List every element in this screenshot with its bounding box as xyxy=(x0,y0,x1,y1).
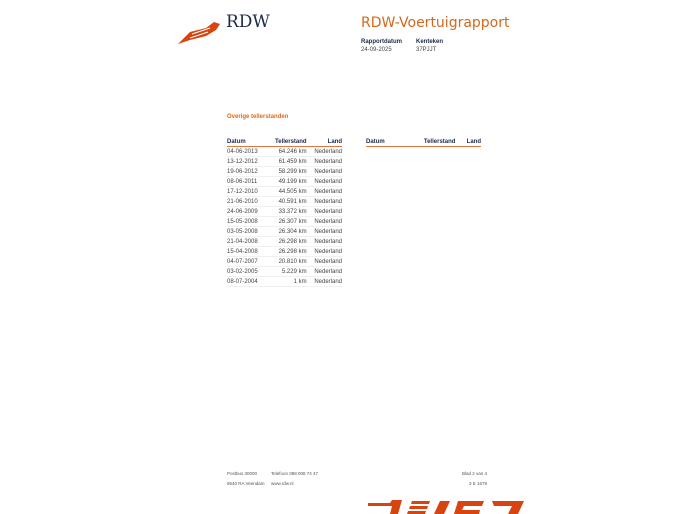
cell-tellerstand: 26.298 km xyxy=(266,247,306,257)
table-row xyxy=(227,247,342,257)
section-title: Overige tellerstanden xyxy=(227,114,289,120)
cell-land: Nederland xyxy=(307,247,342,257)
cell-datum: 21-04-2008 xyxy=(227,237,266,247)
cell-land: Nederland xyxy=(307,197,342,207)
col-datum: Datum xyxy=(227,138,266,147)
cell-datum: 15-04-2008 xyxy=(227,247,266,257)
table-row xyxy=(227,257,342,267)
cell-datum: 19-06-2012 xyxy=(227,167,266,177)
cell-tellerstand: 26.307 km xyxy=(266,217,306,227)
cell-land: Nederland xyxy=(307,157,342,167)
rdw-logo-icon xyxy=(176,20,222,46)
report-date-value: 24-09-2025 xyxy=(361,47,392,53)
report-title: RDW-Voertuigrapport xyxy=(361,15,510,31)
cell-land: Nederland xyxy=(307,227,342,237)
cell-tellerstand: 40.591 km xyxy=(266,197,306,207)
license-plate-label: Kenteken xyxy=(416,39,444,45)
cell-land: Nederland xyxy=(307,187,342,197)
table-row xyxy=(227,177,342,187)
footer-website[interactable]: www.rdw.nl xyxy=(271,481,294,486)
cell-tellerstand: 58.299 km xyxy=(266,167,306,177)
cell-land: Nederland xyxy=(307,277,342,287)
cell-land: Nederland xyxy=(307,147,342,157)
footer-code: 3 E 1679 xyxy=(468,481,487,486)
cell-tellerstand: 1 km xyxy=(266,277,306,287)
rdw-stripes-decoration-icon xyxy=(368,498,528,514)
table-row xyxy=(227,227,342,237)
cell-tellerstand: 49.199 km xyxy=(266,177,306,187)
table-row xyxy=(227,147,342,157)
cell-datum: 04-07-2007 xyxy=(227,257,266,267)
cell-tellerstand: 64.246 km xyxy=(266,147,306,157)
odometer-table-empty xyxy=(366,138,481,147)
footer-address2: 9640 RA Veendam xyxy=(227,481,265,486)
cell-land: Nederland xyxy=(307,177,342,187)
table-row xyxy=(227,267,342,277)
table-row xyxy=(227,217,342,227)
col-datum: Datum xyxy=(366,138,399,147)
table-row xyxy=(227,277,342,287)
cell-tellerstand: 61.459 km xyxy=(266,157,306,167)
cell-datum: 08-07-2004 xyxy=(227,277,266,287)
cell-datum: 13-12-2012 xyxy=(227,157,266,167)
cell-datum: 21-06-2010 xyxy=(227,197,266,207)
col-land: Land xyxy=(307,138,342,147)
footer-phone: Telefoon 088 008 74 47 xyxy=(271,471,319,476)
cell-tellerstand: 20.810 km xyxy=(266,257,306,267)
license-plate-value: 37PJJT xyxy=(416,47,437,53)
cell-land: Nederland xyxy=(307,237,342,247)
cell-datum: 17-12-2010 xyxy=(227,187,266,197)
table-row xyxy=(227,237,342,247)
col-tellerstand: Tellerstand xyxy=(266,138,306,147)
cell-land: Nederland xyxy=(307,167,342,177)
cell-datum: 04-06-2013 xyxy=(227,147,266,157)
cell-tellerstand: 44.505 km xyxy=(266,187,306,197)
table-row xyxy=(227,207,342,217)
col-tellerstand: Tellerstand xyxy=(399,138,455,147)
cell-tellerstand: 33.372 km xyxy=(266,207,306,217)
cell-land: Nederland xyxy=(307,267,342,277)
cell-land: Nederland xyxy=(307,257,342,267)
cell-tellerstand: 26.304 km xyxy=(266,227,306,237)
table-row xyxy=(227,197,342,207)
cell-datum: 08-06-2011 xyxy=(227,177,266,187)
footer-page-number: Blad 2 van 4 xyxy=(461,471,487,476)
table-row xyxy=(227,157,342,167)
cell-land: Nederland xyxy=(307,207,342,217)
cell-tellerstand: 26.298 km xyxy=(266,237,306,247)
report-date-label: Rapportdatum xyxy=(361,39,402,45)
footer-address1: Postbus 30000 xyxy=(227,471,258,476)
cell-land: Nederland xyxy=(307,217,342,227)
cell-datum: 24-06-2009 xyxy=(227,207,266,217)
cell-tellerstand: 5.229 km xyxy=(266,267,306,277)
cell-datum: 03-05-2008 xyxy=(227,227,266,237)
brand-name: RDW xyxy=(226,12,270,32)
col-land: Land xyxy=(455,138,481,147)
table-row xyxy=(227,167,342,177)
odometer-table xyxy=(227,138,342,287)
cell-datum: 15-05-2008 xyxy=(227,217,266,227)
cell-datum: 03-02-2005 xyxy=(227,267,266,277)
table-row xyxy=(227,187,342,197)
